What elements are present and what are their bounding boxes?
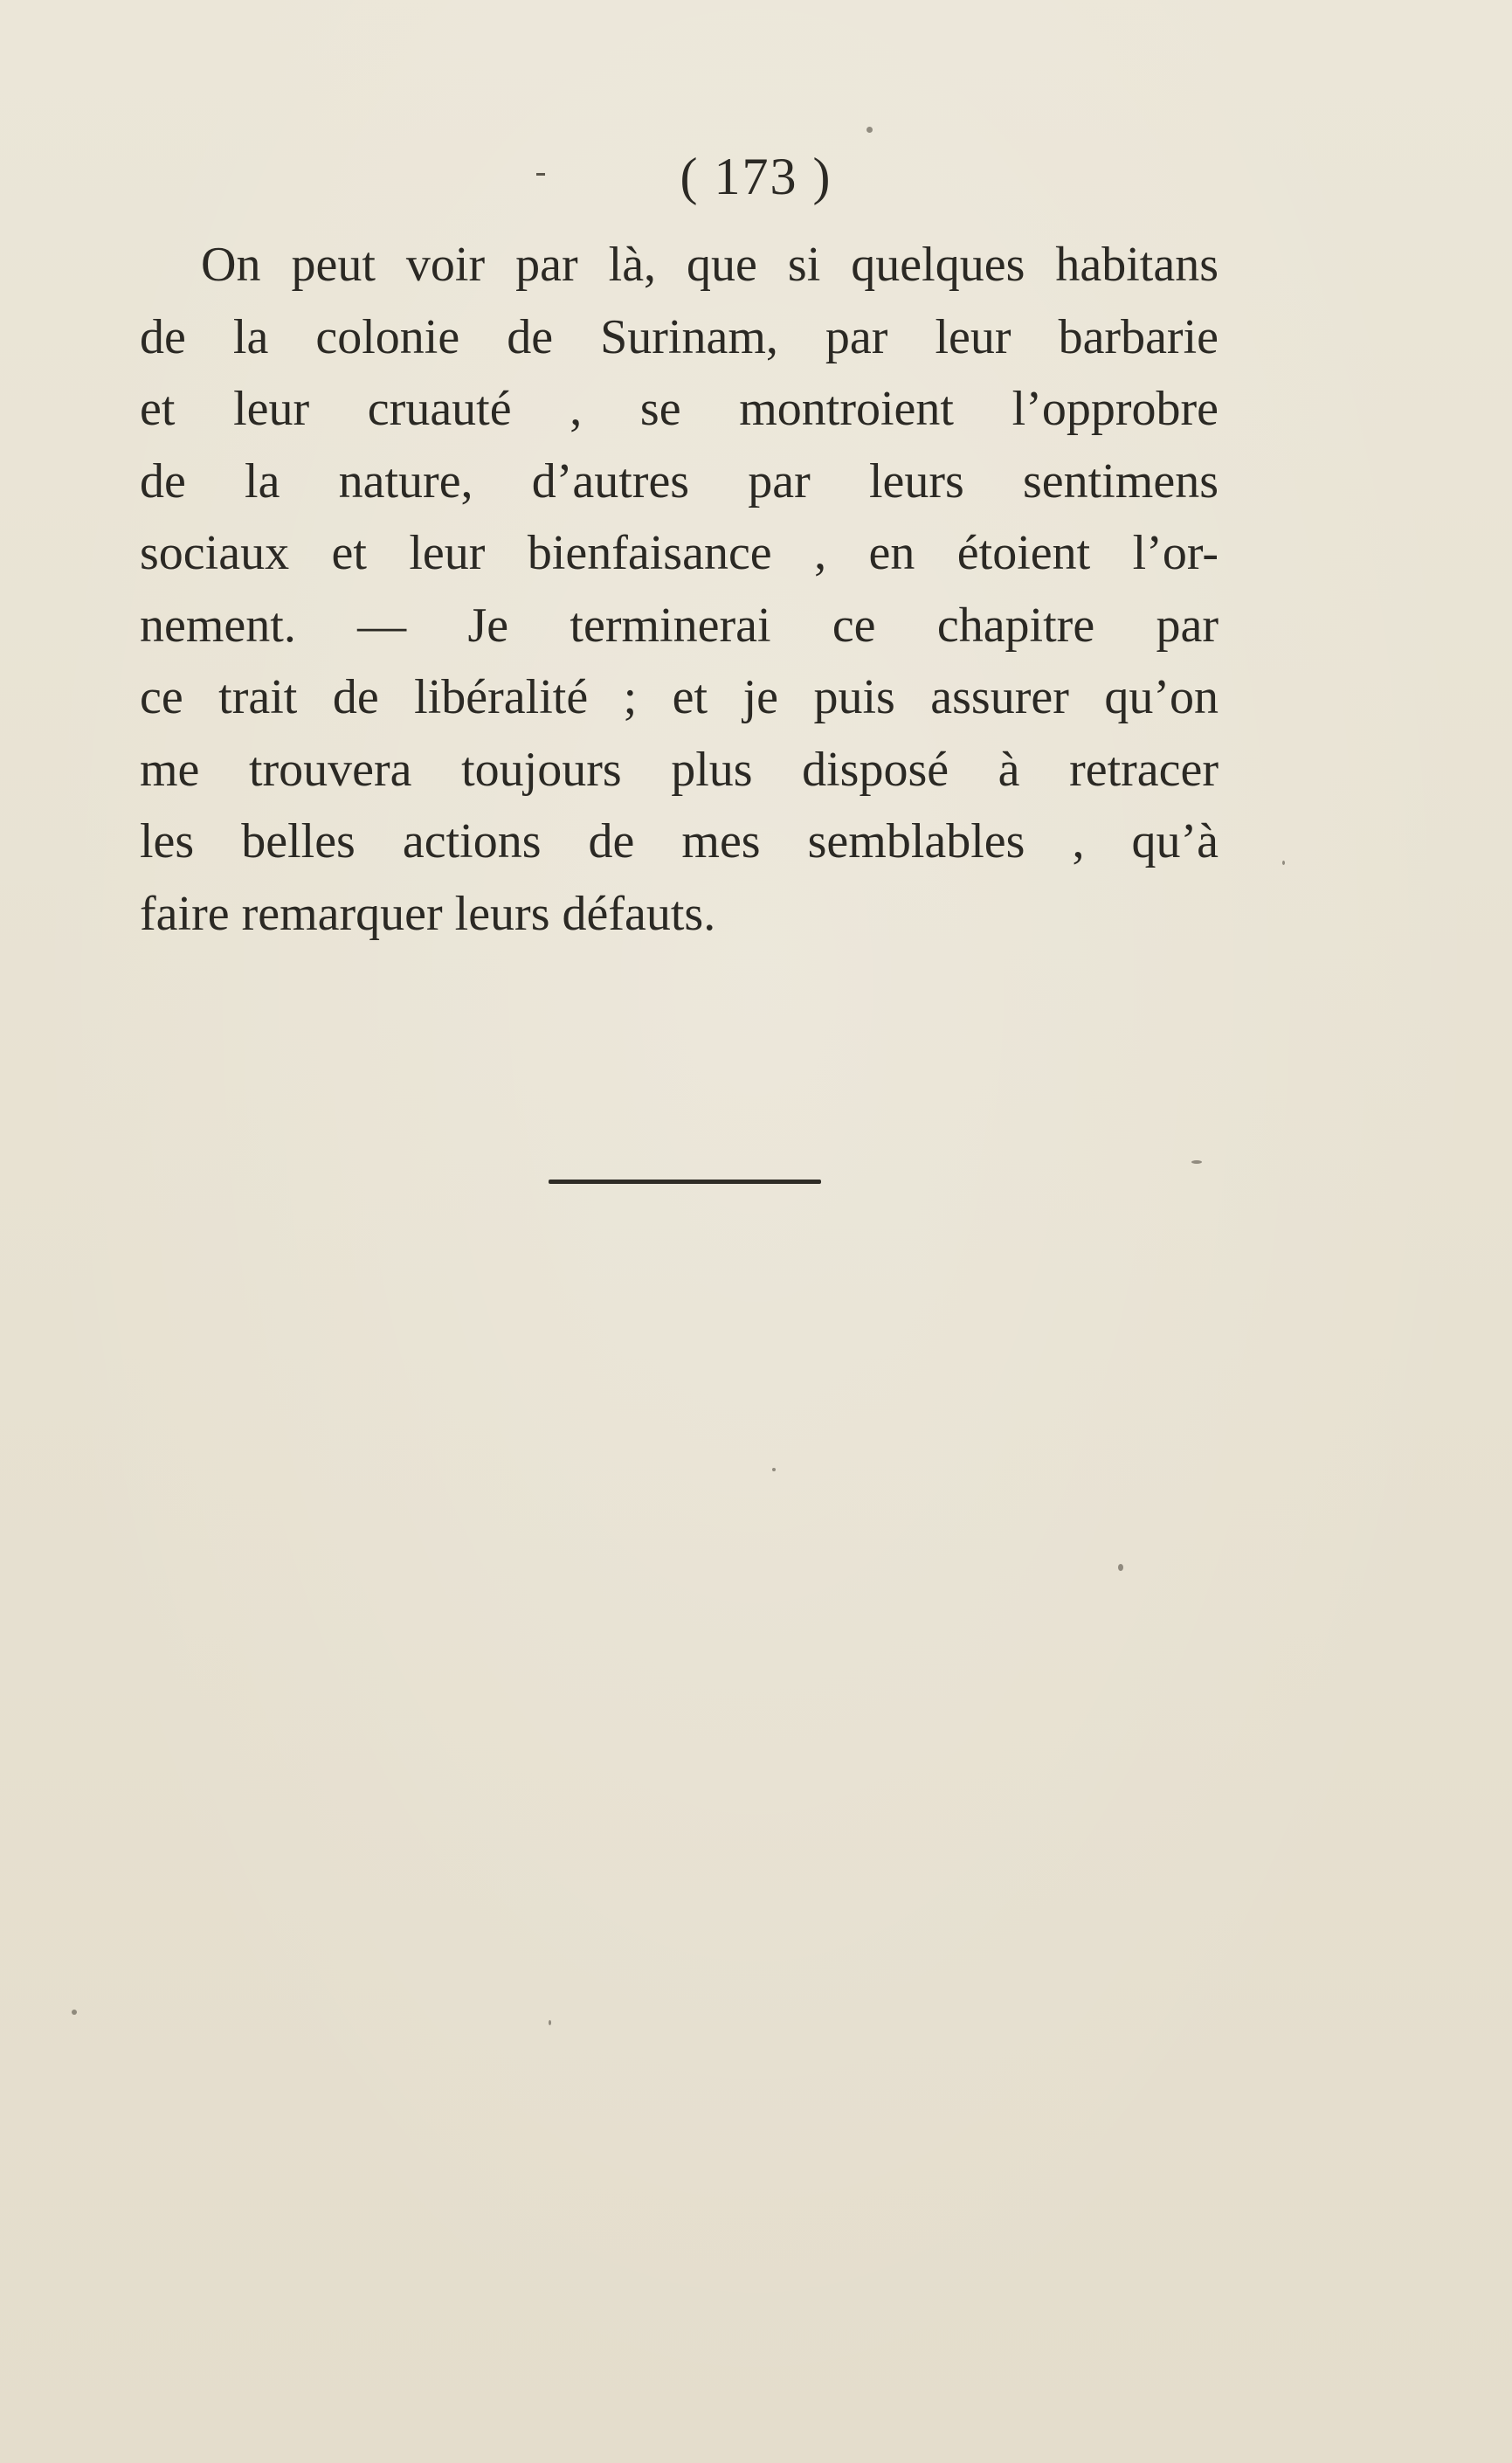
show-through-texture [140, 944, 1240, 2184]
paper-speck [72, 2010, 77, 2015]
text-line: On peut voir par là, que si quelques habitans [201, 238, 1219, 292]
paper-speck [772, 1468, 776, 1471]
page-number: ( 173 ) [680, 148, 832, 205]
text-line: nement. — Je terminerai ce chapitre par [140, 598, 1219, 653]
text-line: de la nature, d’autres par leurs sentimens [140, 453, 1219, 509]
body-text [140, 229, 1219, 950]
section-divider-rule [549, 1180, 821, 1184]
paper-speck [549, 2020, 551, 2025]
text-line: de la colonie de Surinam, par leur barbarie [140, 309, 1219, 364]
text-line: sociaux et leur bienfaisance , en étoient l’or- [140, 526, 1219, 580]
paper-speck [1118, 1564, 1123, 1571]
page-header [0, 147, 1512, 207]
header-mark [536, 173, 545, 176]
text-line: faire remarquer leurs défauts. [140, 886, 716, 941]
paper-speck [1282, 861, 1285, 865]
text-line: les belles actions de mes semblables , qu’à [140, 814, 1219, 868]
text-line: et leur cruauté , se montroient l’opprobre [140, 382, 1219, 436]
paper-speck [866, 127, 873, 133]
text-line: ce trait de libéralité ; et je puis assurer qu’on [140, 670, 1219, 724]
text-line: me trouvera toujours plus disposé à retracer [140, 742, 1219, 797]
paper-speck [1191, 1160, 1202, 1164]
